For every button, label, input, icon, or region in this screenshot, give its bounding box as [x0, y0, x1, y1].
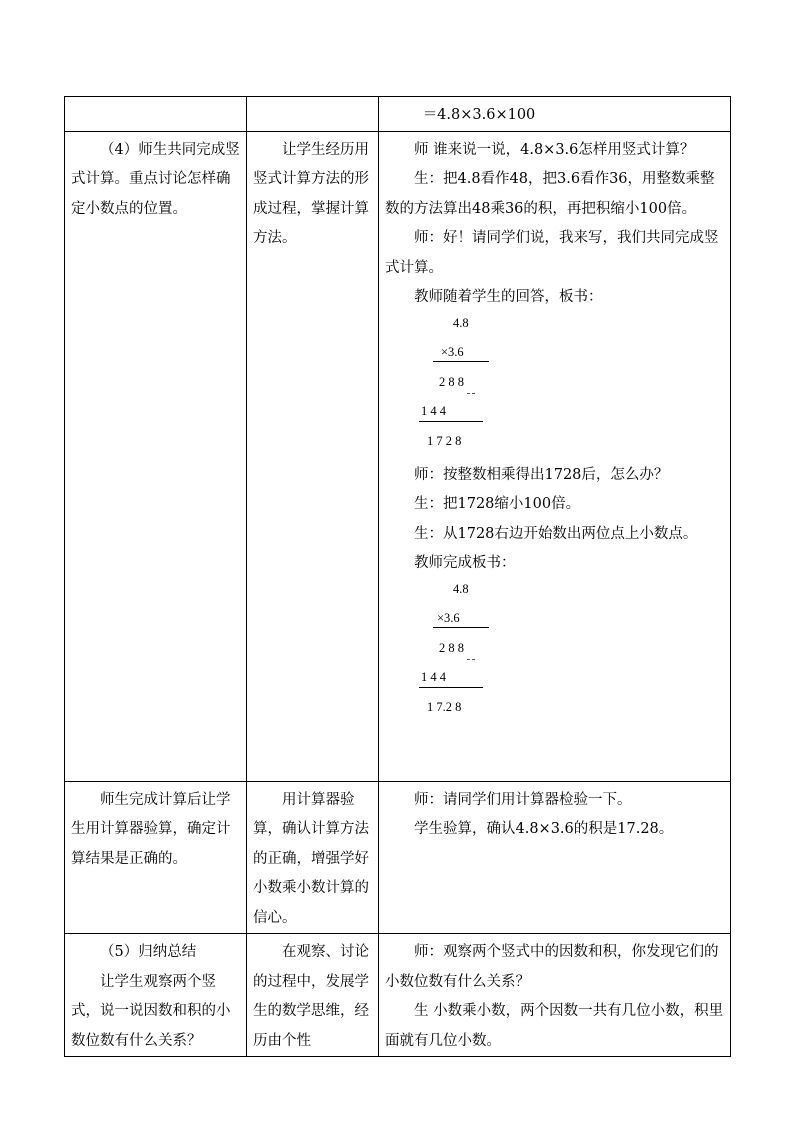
multiplier: ×3.6	[437, 610, 460, 625]
dialogue-line: 生：把1728缩小100倍。	[414, 496, 581, 512]
dialogue-line: 生：从1728右边开始数出两位点上小数点。	[414, 525, 698, 542]
table-row	[65, 934, 731, 1057]
intent-text: 让学生经历用竖式计算方法的形成过程，掌握计算方法。	[253, 141, 369, 246]
intent-cell	[247, 131, 379, 781]
table-cell	[65, 97, 247, 132]
dialogue-line: 生 小数乘小数，两个因数一共有几位小数，积里面就有几位小数。	[385, 1003, 724, 1049]
underline	[433, 361, 489, 362]
underline	[419, 421, 483, 422]
dialogue-line: 学生验算，确认4.8×3.6的积是17.28。	[414, 821, 674, 837]
dialogue-line: 师 谁来说一说，4.8×3.6怎样用竖式计算？	[414, 141, 695, 158]
multiplicand: 4.8	[453, 315, 469, 330]
table-row	[65, 97, 731, 132]
intent-cell	[247, 934, 379, 1057]
table-row	[65, 131, 731, 781]
placeholder-dot	[467, 659, 475, 660]
multiplicand: 4.8	[453, 581, 469, 596]
dialogue-line: 教师完成板书：	[414, 555, 516, 571]
partial-product-2: 1 4 4	[421, 669, 446, 684]
table-cell	[379, 97, 731, 132]
partial-product-1: 2 8 8	[439, 640, 464, 655]
intent-text: 在观察、讨论的过程中，发展学生的数学思维，经历由个性	[253, 944, 369, 1049]
vertical-calculation-2	[385, 579, 724, 727]
lesson-plan-table	[64, 96, 731, 1057]
placeholder-dot	[467, 393, 475, 394]
activity-text: （4）师生共同完成竖式计算。重点讨论怎样确定小数点的位置。	[71, 141, 240, 217]
dialogue-line: 师：按整数相乘得出1728后，怎么办？	[414, 466, 669, 483]
product: 1 7.2 8	[427, 699, 462, 714]
dialogue-line: 生：把4.8看作48，把3.6看作36，用整数乘整数的方法算出48乘36的积，再把积缩小100倍。	[385, 171, 715, 217]
dialogue-line: 师：观察两个竖式中的因数和积，你发现它们的小数位数有什么关系？	[385, 944, 719, 990]
underline	[433, 627, 489, 628]
activity-text: 师生完成计算后让学生用计算器验算，确定计算结果是正确的。	[71, 791, 231, 867]
multiplier: ×3.6	[441, 344, 464, 359]
product: 1 7 2 8	[427, 433, 462, 448]
partial-product-1: 2 8 8	[439, 374, 464, 389]
dialogue-line: 师：好！请同学们说，我来写，我们共同完成竖式计算。	[385, 230, 719, 276]
partial-product-2: 1 4 4	[421, 403, 446, 418]
table-cell	[247, 97, 379, 132]
dialogue-line: 师：请同学们用计算器检验一下。	[414, 791, 632, 808]
activity-cell	[65, 131, 247, 781]
table-row	[65, 781, 731, 934]
intent-cell	[247, 781, 379, 934]
dialogue-cell	[379, 131, 731, 781]
vertical-calculation-1	[385, 313, 724, 461]
activity-text: 让学生观察两个竖式，说一说因数和积的小数位数有什么关系？	[71, 973, 231, 1049]
dialogue-cell	[379, 781, 731, 934]
dialogue-line: 教师随着学生的回答，板书：	[414, 289, 603, 305]
dialogue-cell	[379, 934, 731, 1057]
activity-cell	[65, 934, 247, 1057]
underline	[419, 687, 483, 688]
activity-heading: （5）归纳总结	[100, 944, 197, 960]
intent-text: 用计算器验算，确认计算方法的正确，增强学好小数乘小数计算的信心。	[253, 791, 369, 926]
equation-text: ＝4.8×3.6×100	[422, 107, 536, 123]
activity-cell	[65, 781, 247, 934]
